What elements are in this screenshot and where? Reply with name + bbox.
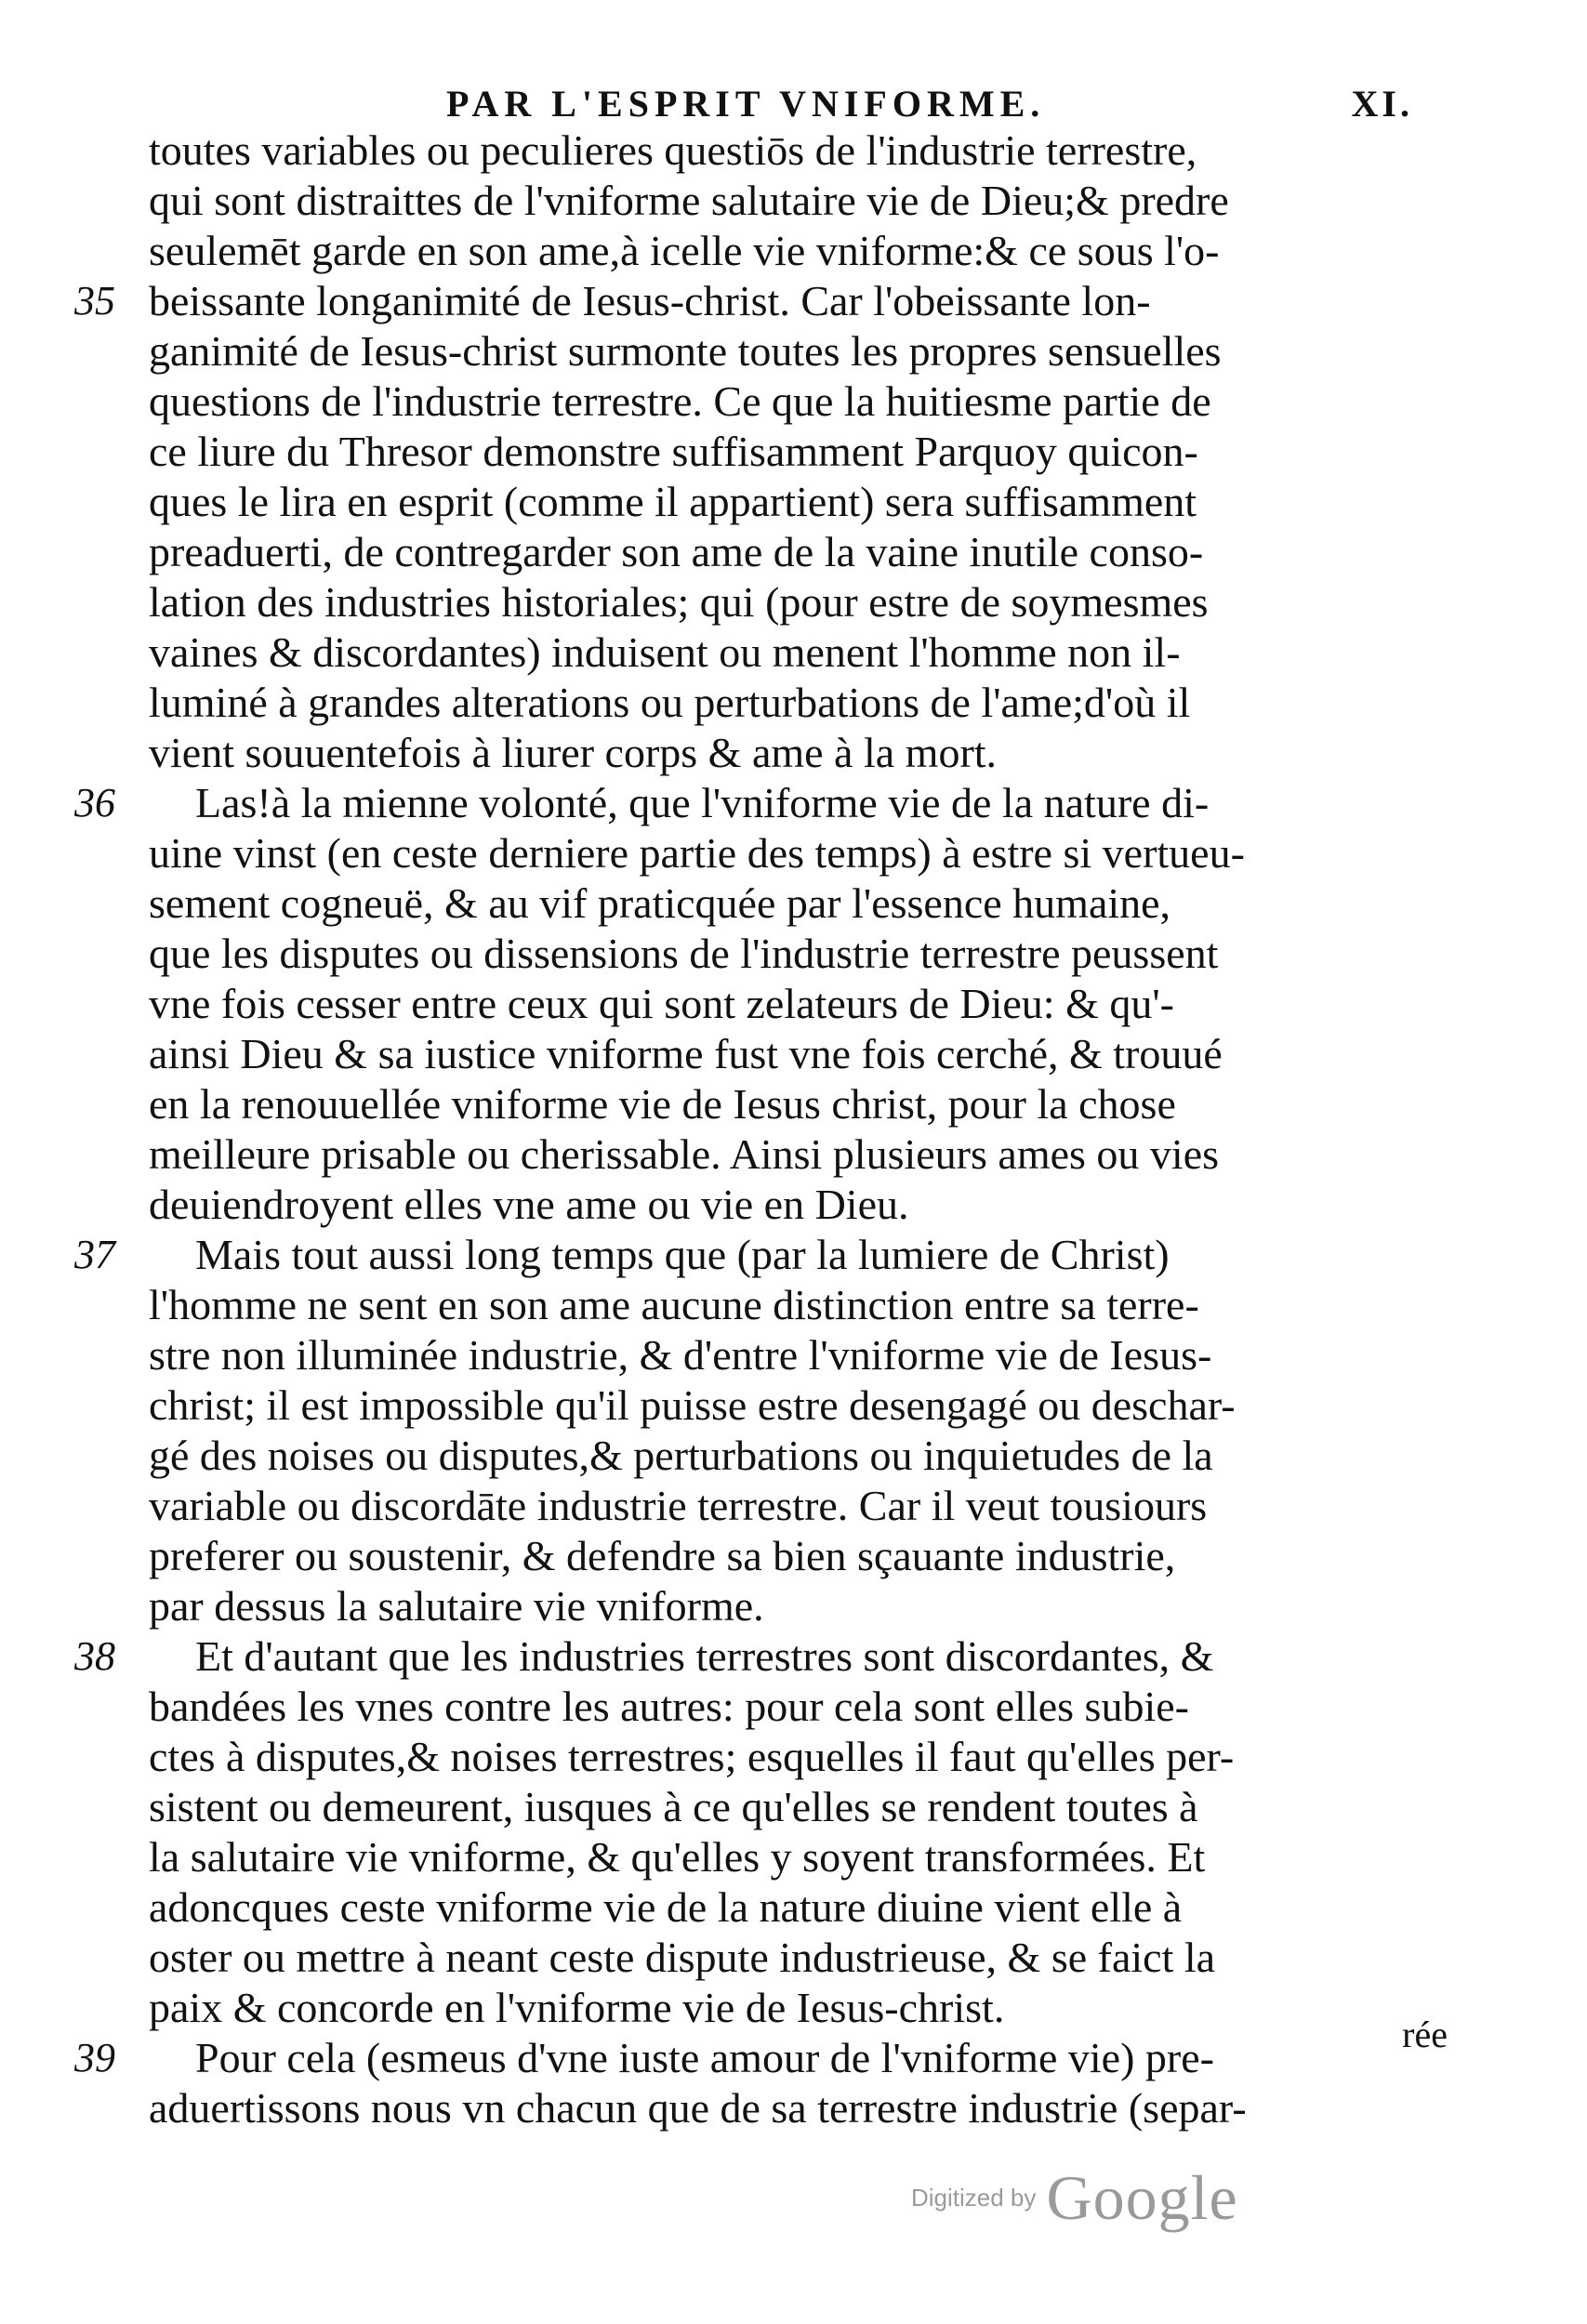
text-line bbox=[74, 276, 1450, 326]
line-text: preaduerti, de contregarder son ame de la vaine inutile conso- bbox=[149, 528, 1204, 575]
line-text: aduertissons nous vn chacun que de sa terrestre industrie (separ- bbox=[149, 2084, 1247, 2132]
text-line bbox=[130, 1180, 1450, 1230]
text-line bbox=[130, 979, 1450, 1029]
digitized-watermark bbox=[911, 2161, 1238, 2233]
line-text: ques le lira en esprit (comme il appartient) sera suffisamment bbox=[149, 478, 1197, 525]
line-text: vient souuentefois à liurer corps & ame à la mort. bbox=[149, 729, 998, 776]
line-text: meilleure prisable ou cherissable. Ainsi plusieurs ames ou vies bbox=[149, 1130, 1220, 1178]
line-text: l'homme ne sent en son ame aucune distinction entre sa terre- bbox=[149, 1281, 1199, 1328]
text-line bbox=[130, 728, 1450, 778]
text-line bbox=[130, 828, 1450, 878]
line-text: bandées les vnes contre les autres: pour cela sont elles subie- bbox=[149, 1683, 1189, 1730]
text-line bbox=[130, 678, 1450, 728]
text-line bbox=[130, 326, 1450, 376]
text-line bbox=[130, 878, 1450, 929]
watermark-prefix: Digitized by bbox=[911, 2184, 1037, 2212]
line-text: ainsi Dieu & sa iustice vniforme fust vne fois cerché, & trouué bbox=[149, 1030, 1223, 1077]
text-line bbox=[130, 226, 1450, 276]
text-line bbox=[130, 1431, 1450, 1481]
line-text: la salutaire vie vniforme, & qu'elles y soyent transformées. Et bbox=[149, 1833, 1206, 1881]
text-line bbox=[130, 1933, 1450, 1983]
line-text: adoncques ceste vniforme vie de la nature diuine vient elle à bbox=[149, 1883, 1183, 1931]
text-line bbox=[130, 1983, 1450, 2033]
text-line bbox=[130, 477, 1450, 527]
paragraph-number: 35 bbox=[74, 278, 115, 324]
line-text: sement cogneuë, & au vif praticquée par l'essence humaine, bbox=[149, 879, 1171, 927]
running-title: PAR L'ESPRIT VNIFORME. bbox=[446, 83, 1046, 125]
line-text: gé des noises ou disputes,& perturbations ou inquietudes de la bbox=[149, 1432, 1213, 1479]
text-line bbox=[130, 125, 1450, 176]
text-line bbox=[130, 1380, 1450, 1431]
paragraph-number: 39 bbox=[74, 2035, 115, 2080]
text-line bbox=[74, 1230, 1450, 1280]
line-text: beissante longanimité de Iesus-christ. Car l'obeissante lon- bbox=[149, 277, 1151, 324]
text-line bbox=[130, 1029, 1450, 1079]
text-line bbox=[130, 1280, 1450, 1330]
text-line bbox=[74, 778, 1450, 828]
line-text: qui sont distraittes de l'vniforme salutaire vie de Dieu;& predre bbox=[149, 177, 1229, 224]
line-text: lation des industries historiales; qui (pour estre de soymesmes bbox=[149, 578, 1209, 626]
line-text: en la renouuellée vniforme vie de Iesus christ, pour la chose bbox=[149, 1080, 1176, 1128]
line-text: uine vinst (en ceste derniere partie des temps) à estre si vertueu- bbox=[149, 829, 1245, 877]
text-line bbox=[74, 2033, 1450, 2083]
line-text: Pour cela (esmeus d'vne iuste amour de l'vniforme vie) pre- bbox=[195, 2034, 1214, 2081]
line-text: questions de l'industrie terrestre. Ce que la huitiesme partie de bbox=[149, 377, 1211, 425]
line-text: variable ou discordāte industrie terrestre. Car il veut tousiours bbox=[149, 1482, 1208, 1529]
line-text: Mais tout aussi long temps que (par la lumiere de Christ) bbox=[195, 1231, 1170, 1278]
line-text: Et d'autant que les industries terrestres sont discordantes, & bbox=[195, 1632, 1214, 1680]
text-line bbox=[130, 1129, 1450, 1180]
catchword: rée bbox=[1402, 2014, 1448, 2055]
line-text: par dessus la salutaire vie vniforme. bbox=[149, 1582, 764, 1630]
google-logo: Google bbox=[1046, 2162, 1238, 2233]
text-line bbox=[130, 1882, 1450, 1933]
folio-number: XI. bbox=[1351, 83, 1413, 125]
paragraph-number: 37 bbox=[74, 1232, 115, 1277]
line-text: sistent ou demeurent, iusques à ce qu'elles se rendent toutes à bbox=[149, 1783, 1198, 1830]
text-line bbox=[74, 1631, 1450, 1682]
text-line bbox=[130, 427, 1450, 477]
line-text: ce liure du Thresor demonstre suffisamment Parquoy quicon- bbox=[149, 428, 1198, 475]
line-text: vaines & discordantes) induisent ou menent l'homme non il- bbox=[149, 628, 1181, 676]
text-line bbox=[130, 1079, 1450, 1129]
line-text: ganimité de Iesus-christ surmonte toutes les propres sensuelles bbox=[149, 327, 1222, 375]
text-line bbox=[130, 176, 1450, 226]
text-line bbox=[130, 1581, 1450, 1631]
line-text: oster ou mettre à neant ceste dispute industrieuse, & se faict la bbox=[149, 1934, 1216, 1981]
line-text: seulemēt garde en son ame,à icelle vie vniforme:& ce sous l'o- bbox=[149, 227, 1220, 274]
text-line bbox=[130, 1330, 1450, 1380]
paragraph-number: 36 bbox=[74, 780, 115, 825]
line-text: christ; il est impossible qu'il puisse estre desengagé ou deschar- bbox=[149, 1381, 1236, 1429]
line-text: Las!à la mienne volonté, que l'vniforme vie de la nature di- bbox=[195, 779, 1210, 826]
line-text: toutes variables ou peculieres questiōs de l'industrie terrestre, bbox=[149, 126, 1197, 174]
text-line bbox=[130, 577, 1450, 627]
line-text: que les disputes ou dissensions de l'industrie terrestre peussent bbox=[149, 930, 1219, 977]
text-line bbox=[130, 1531, 1450, 1581]
text-line bbox=[130, 1832, 1450, 1882]
line-text: deuiendroyent elles vne ame ou vie en Dieu. bbox=[149, 1181, 909, 1228]
line-text: preferer ou soustenir, & defendre sa bien sçauante industrie, bbox=[149, 1532, 1176, 1579]
text-line bbox=[130, 527, 1450, 577]
text-block bbox=[74, 125, 1450, 2133]
line-text: stre non illuminée industrie, & d'entre l'vniforme vie de Iesus- bbox=[149, 1331, 1212, 1379]
text-line bbox=[130, 1732, 1450, 1782]
line-text: vne fois cesser entre ceux qui sont zelateurs de Dieu: & qu'- bbox=[149, 980, 1174, 1027]
text-line bbox=[130, 929, 1450, 979]
text-line bbox=[130, 1682, 1450, 1732]
line-text: luminé à grandes alterations ou perturbations de l'ame;d'où il bbox=[149, 679, 1191, 726]
text-line bbox=[130, 2083, 1450, 2133]
text-line bbox=[130, 376, 1450, 427]
text-line bbox=[130, 627, 1450, 678]
text-line bbox=[130, 1481, 1450, 1531]
line-text: paix & concorde en l'vniforme vie de Iesus-christ. bbox=[149, 1984, 1005, 2031]
text-line bbox=[130, 1782, 1450, 1832]
line-text: ctes à disputes,& noises terrestres; esquelles il faut qu'elles per- bbox=[149, 1733, 1235, 1780]
paragraph-number: 38 bbox=[74, 1633, 115, 1679]
